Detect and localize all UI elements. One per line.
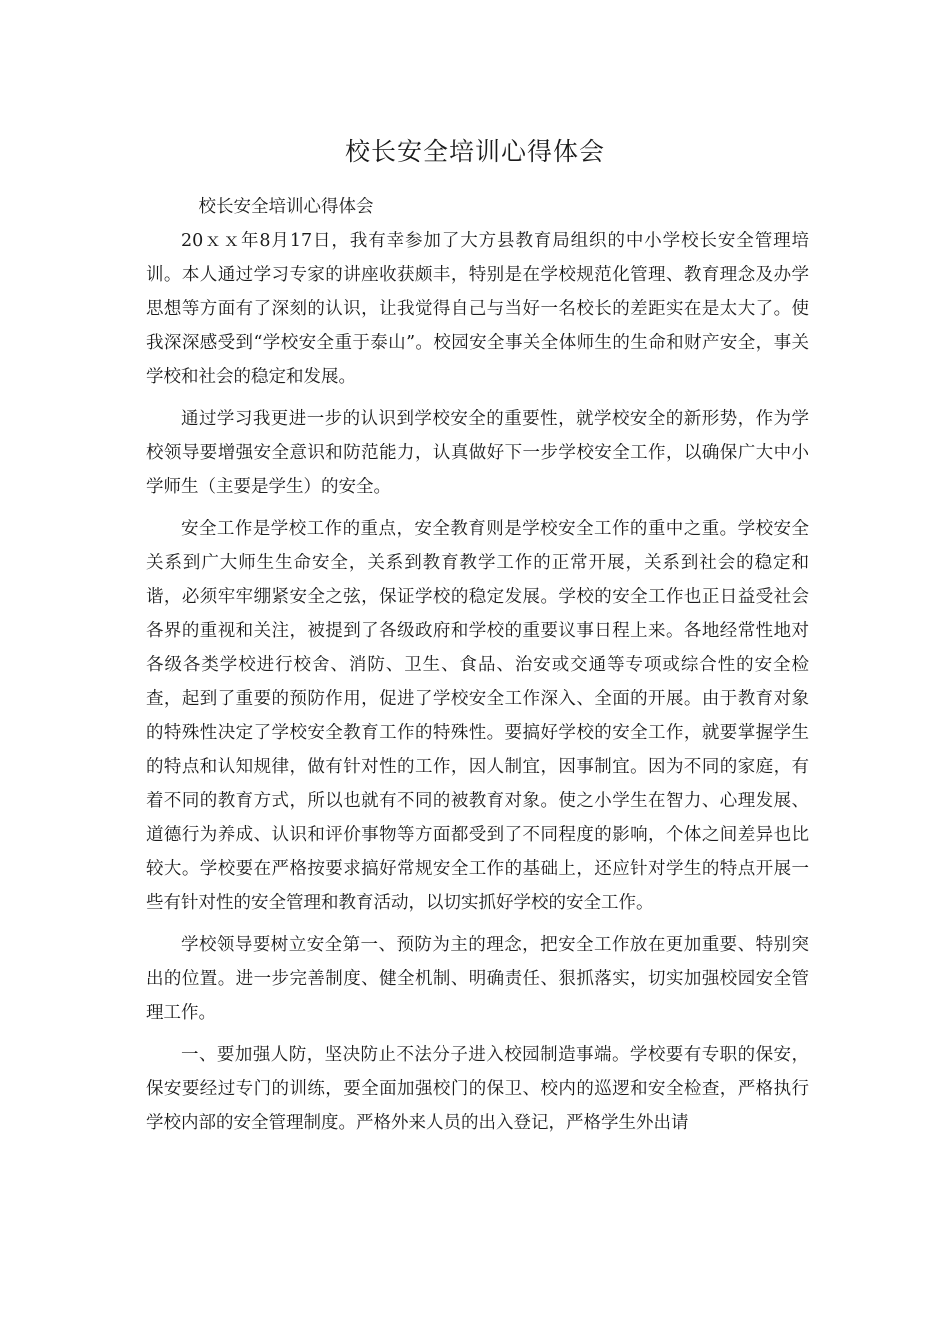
paragraph-4: 学校领导要树立安全第一、预防为主的理念，把安全工作放在更加重要、特别突出的位置。进一步完善制度、健全机制、明确责任、狠抓落实，切实加强校园安全管理工作。 [146,935,809,1023]
paragraph-2: 通过学习我更进一步的认识到学校安全的重要性，就学校安全的新形势，作为学校领导要增强安全意识和防范能力，认真做好下一步学校安全工作，以确保广大中小学师生（主要是学生）的安全。 [146,409,809,497]
document-subtitle: 校长安全培训心得体会 [198,197,374,217]
paragraph-1: 20ｘｘ年8月17日，我有幸参加了大方县教育局组织的中小学校长安全管理培训。本人通过学习专家的讲座收获颇丰，特别是在学校规范化管理、教育理念及办学思想等方面有了深刻的认识，让我觉得自己与当好一名校长的差距实在是太大了。使我深深感受到“学校安全重于泰山”。校园安全事关全体师生的生命和财产安全，事关学校和社会的稳定和发展。 [146,231,809,387]
document-title: 校长安全培训心得体会 [344,137,605,166]
document-body [146,190,809,1148]
paragraph-5: 一、要加强人防，坚决防止不法分子进入校园制造事端。学校要有专职的保安，保安要经过专门的训练，要全面加强校门的保卫、校内的巡逻和安全检查，严格执行学校内部的安全管理制度。严格外来人员的出入登记，严格学生外出请 [146,1045,809,1133]
paragraph-3: 安全工作是学校工作的重点，安全教育则是学校安全工作的重中之重。学校安全关系到广大师生生命安全，关系到教育教学工作的正常开展，关系到社会的稳定和谐，必须牢牢绷紧安全之弦，保证学校的稳定发展。学校的安全工作也正日益受社会各界的重视和关注，被提到了各级政府和学校的重要议事日程上来。各地经常性地对各级各类学校进行校舍、消防、卫生、食品、治安或交通等专项或综合性的安全检查，起到了重要的预防作用，促进了学校安全工作深入、全面的开展。由于教育对象的特殊性决定了学校安全教育工作的特殊性。要搞好学校的安全工作，就要掌握学生的特点和认知规律，做有针对性的工作，因人制宜，因事制宜。因为不同的家庭，有着不同的教育方式，所以也就有不同的被教育对象。使之小学生在智力、心理发展、道德行为养成、认识和评价事物等方面都受到了不同程度的影响，个体之间差异也比较大。学校要在严格按要求搞好常规安全工作的基础上，还应针对学生的特点开展一些有针对性的安全管理和教育活动，以切实抓好学校的安全工作。 [146,519,809,913]
